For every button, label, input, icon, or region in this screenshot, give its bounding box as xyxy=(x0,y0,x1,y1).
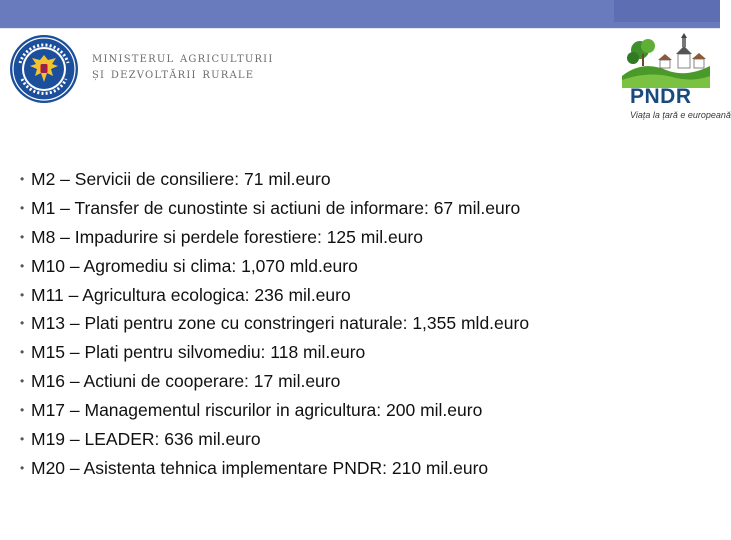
ministry-name-line2: și dezvoltării rurale xyxy=(92,66,255,82)
measures-list xyxy=(20,168,529,486)
ministry-name-line1: ministerul agriculturii xyxy=(92,50,274,66)
government-seal-icon xyxy=(8,33,80,105)
top-banner-rule xyxy=(0,28,720,29)
bullet-icon: • xyxy=(20,200,25,215)
measure-text: M1 – Transfer de cunostinte si actiuni de informare: 67 mil.euro xyxy=(31,197,521,218)
list-item xyxy=(20,255,529,284)
ministry-name xyxy=(92,50,273,82)
measure-text: M10 – Agromediu si clima: 1,070 mld.euro xyxy=(31,255,358,276)
village-landscape-icon xyxy=(620,32,712,88)
pndr-tagline: Viața la țară e europeană xyxy=(630,110,731,120)
bullet-icon: • xyxy=(20,432,25,447)
list-item xyxy=(20,197,529,226)
top-banner-accent xyxy=(614,0,720,22)
bullet-icon: • xyxy=(20,316,25,331)
list-item xyxy=(20,226,529,255)
measure-text: M16 – Actiuni de cooperare: 17 mil.euro xyxy=(31,371,341,392)
measure-text: M20 – Asistenta tehnica implementare PNDR: 210 mil.euro xyxy=(31,457,489,478)
bullet-icon: • xyxy=(20,229,25,244)
measure-text: M8 – Impadurire si perdele forestiere: 125 mil.euro xyxy=(31,226,423,247)
measure-text: M19 – LEADER: 636 mil.euro xyxy=(31,429,261,450)
bullet-icon: • xyxy=(20,460,25,475)
list-item xyxy=(20,284,529,313)
bullet-icon: • xyxy=(20,287,25,302)
top-banner xyxy=(0,0,720,28)
pndr-logo xyxy=(620,32,731,122)
list-item xyxy=(20,370,529,399)
measure-text: M13 – Plati pentru zone cu constringeri naturale: 1,355 mld.euro xyxy=(31,313,530,334)
government-seal-logo xyxy=(8,33,80,105)
list-item xyxy=(20,341,529,370)
measure-text: M11 – Agricultura ecologica: 236 mil.euro xyxy=(31,284,351,305)
list-item xyxy=(20,399,529,428)
measure-text: M15 – Plati pentru silvomediu: 118 mil.euro xyxy=(31,342,366,363)
pndr-title: PNDR xyxy=(630,85,692,108)
list-item xyxy=(20,457,529,486)
list-item xyxy=(20,168,529,197)
measure-text: M17 – Managementul riscurilor in agricultura: 200 mil.euro xyxy=(31,400,483,421)
bullet-icon: • xyxy=(20,345,25,360)
bullet-icon: • xyxy=(20,172,25,186)
bullet-icon: • xyxy=(20,403,25,418)
list-item xyxy=(20,428,529,457)
list-item xyxy=(20,312,529,341)
bullet-icon: • xyxy=(20,258,25,273)
bullet-icon: • xyxy=(20,374,25,389)
measure-text: M2 – Servicii de consiliere: 71 mil.euro xyxy=(31,169,331,189)
